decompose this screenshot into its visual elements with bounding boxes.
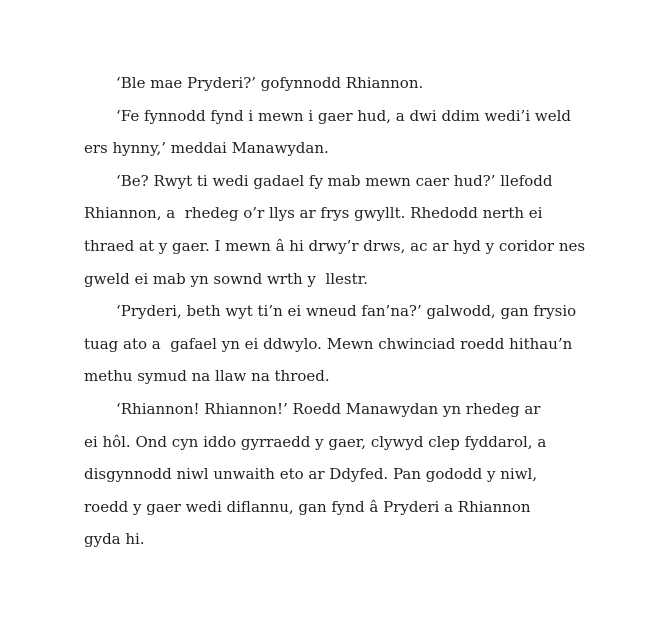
story-text — [84, 67, 584, 556]
text-line: tuag ato a gafael yn ei ddwylo. Mewn chwinciad roedd hithau’n — [84, 334, 573, 353]
text-line: ‘Pryderi, beth wyt ti’n ei wneud fan’na?’ galwodd, gan frysio — [116, 302, 577, 321]
text-line: disgynnodd niwl unwaith eto ar Ddyfed. Pan gododd y niwl, — [84, 465, 538, 484]
text-line: Rhiannon, a rhedeg o’r llys ar frys gwyllt. Rhedodd nerth ei — [84, 204, 543, 223]
text-line: gyda hi. — [84, 530, 145, 549]
text-line: ‘Ble mae Pryderi?’ gofynnodd Rhiannon. — [116, 74, 424, 92]
text-line: ‘Fe fynnodd fynd i mewn i gaer hud, a dwi ddim wedi’i weld — [116, 106, 572, 125]
text-line: methu symud na llaw na throed. — [84, 367, 330, 386]
text-line: roedd y gaer wedi diflannu, gan fynd â Pryderi a Rhiannon — [84, 497, 531, 516]
text-line: ‘Be? Rwyt ti wedi gadael fy mab mewn caer hud?’ llefodd — [116, 171, 553, 190]
text-line: gweld ei mab yn sownd wrth y llestr. — [84, 269, 368, 288]
text-line: ei hôl. Ond cyn iddo gyrraedd y gaer, clywyd clep fyddarol, a — [84, 432, 547, 451]
text-line: thraed at y gaer. I mewn â hi drwy’r drws, ac ar hyd y coridor nes — [84, 236, 586, 255]
text-line: ers hynny,’ meddai Manawydan. — [84, 139, 329, 158]
text-line: ‘Rhiannon! Rhiannon!’ Roedd Manawydan yn rhedeg ar — [116, 399, 541, 418]
